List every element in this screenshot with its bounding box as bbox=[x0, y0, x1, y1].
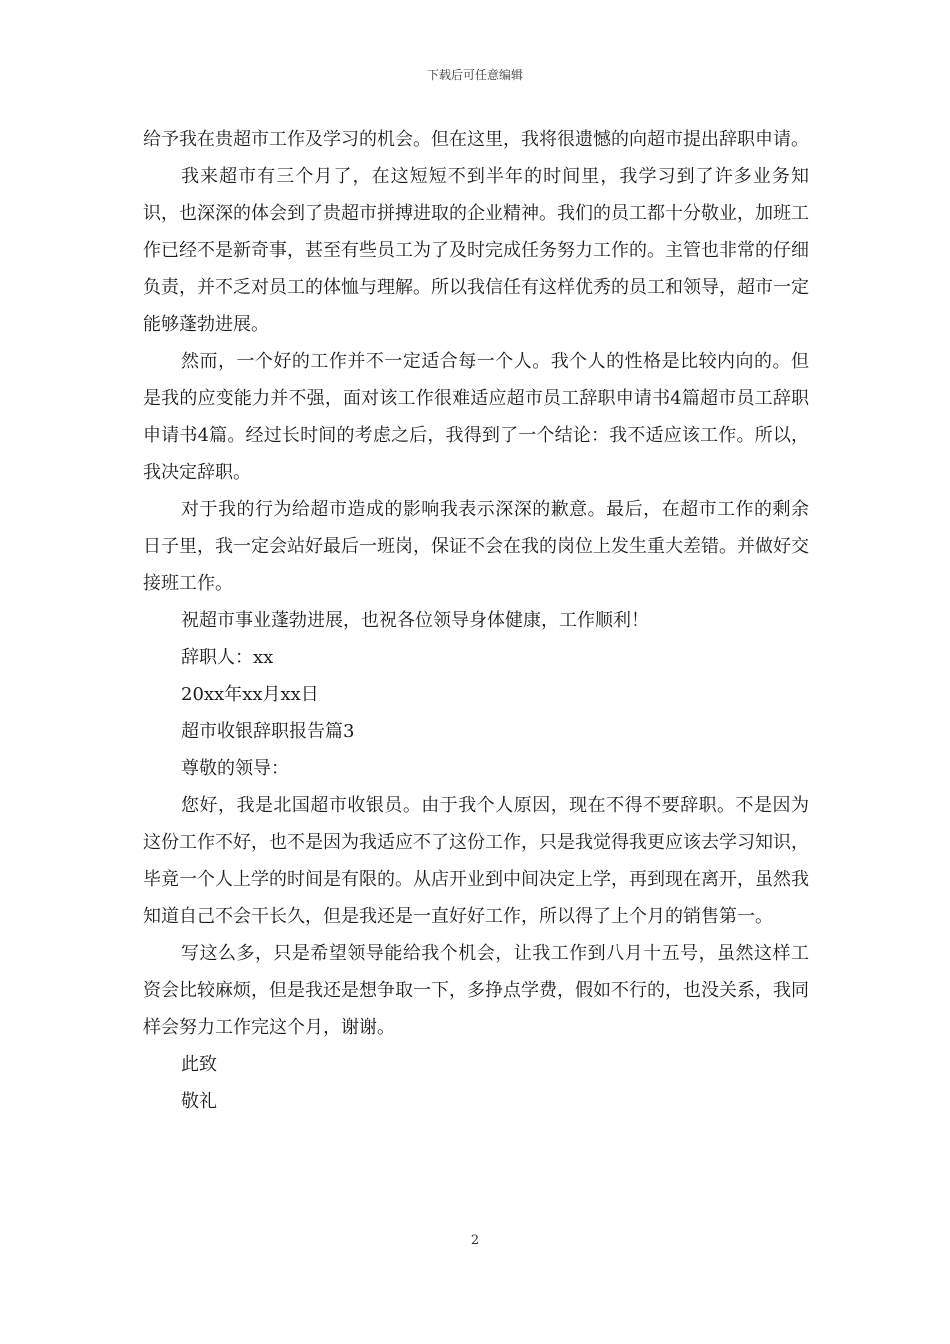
paragraph-request: 写这么多，只是希望领导能给我个机会，让我工作到八月十五号，虽然这样工资会比较麻烦，但是我还是想争取一下，多挣点学费，假如不行的，也没关系，我同样会努力工作完这个月，谢谢。 bbox=[143, 943, 809, 1038]
document-body bbox=[143, 121, 809, 1120]
resigner-signature: 辞职人：xx bbox=[181, 647, 274, 668]
header-note: 下载后可任意编辑 bbox=[426, 68, 523, 82]
paragraph-introduction: 您好，我是北国超市收银员。由于我个人原因，现在不得不要辞职。不是因为这份工作不好，也不是因为我适应不了这份工作，只是我觉得我更应该去学习知识，毕竟一个人上学的时间是有限的。从店开业到中间决定上学，再到现在离开，虽然我知道自己不会干长久，但是我还是一直好好工作，所以得了上个月的销售第一。 bbox=[143, 795, 809, 927]
paragraph-apology: 对于我的行为给超市造成的影响我表示深深的歉意。最后，在超市工作的剩余日子里，我一定会站好最后一班岗，保证不会在我的岗位上发生重大差错。并做好交接班工作。 bbox=[143, 499, 809, 594]
paragraph-continuation: 给予我在贵超市工作及学习的机会。但在这里，我将很遗憾的向超市提出辞职申请。 bbox=[143, 129, 809, 150]
closing-cizhi: 此致 bbox=[181, 1054, 217, 1075]
closing-jingli: 敬礼 bbox=[181, 1091, 217, 1112]
section-title: 超市收银辞职报告篇3 bbox=[181, 721, 355, 742]
paragraph-experience: 我来超市有三个月了，在这短短不到半年的时间里，我学习到了许多业务知识，也深深的体会到了贵超市拼搏进取的企业精神。我们的员工都十分敬业，加班工作已经不是新奇事，甚至有些员工为了及时完成任务努力工作的。主管也非常的仔细负责，并不乏对员工的体恤与理解。所以我信任有这样优秀的员工和领导，超市一定能够蓬勃进展。 bbox=[143, 166, 809, 335]
page-number: 2 bbox=[470, 1233, 480, 1248]
salutation: 尊敬的领导： bbox=[181, 758, 289, 779]
resignation-date: 20xx年xx月xx日 bbox=[181, 684, 319, 705]
paragraph-wishes: 祝超市事业蓬勃进展，也祝各位领导身体健康，工作顺利！ bbox=[181, 610, 649, 631]
paragraph-reason: 然而，一个好的工作并不一定适合每一个人。我个人的性格是比较内向的。但是我的应变能力并不强，面对该工作很难适应超市员工辞职申请书4篇超市员工辞职申请书4篇。经过长时间的考虑之后，我得到了一个结论：我不适应该工作。所以，我决定辞职。 bbox=[143, 351, 809, 483]
